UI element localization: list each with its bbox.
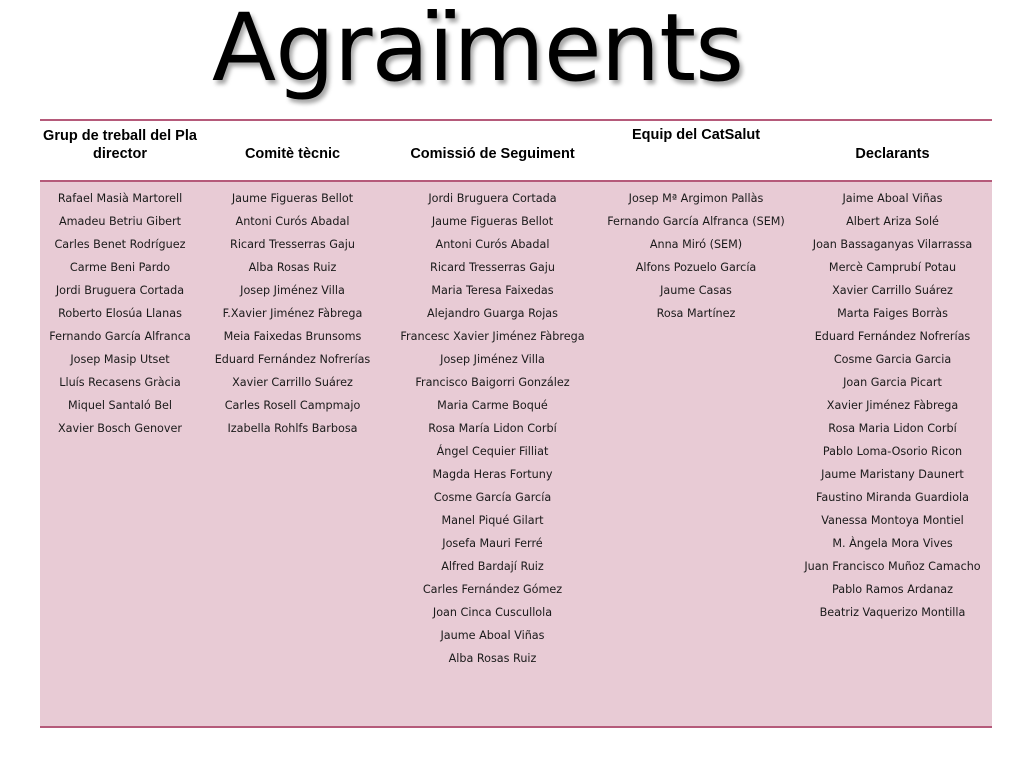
name-item: Xavier Carrillo Suárez xyxy=(832,284,953,297)
name-item: Francesc Xavier Jiménez Fàbrega xyxy=(400,330,585,343)
name-item: Faustino Miranda Guardiola xyxy=(815,491,970,504)
name-item: Ricard Tresserras Gaju xyxy=(230,238,355,251)
name-item: Manel Piqué Gilart xyxy=(441,514,544,527)
name-item: Xavier Carrillo Suárez xyxy=(232,376,353,389)
name-item: Francisco Baigorri González xyxy=(415,376,570,389)
header-comite-tecnic: Comitè tècnic xyxy=(244,146,341,162)
name-item: Jaume Casas xyxy=(660,284,732,297)
name-item: Fernando García Alfranca xyxy=(49,330,191,343)
name-item: Mercè Camprubí Potau xyxy=(828,261,957,274)
name-item: Roberto Elosúa Llanas xyxy=(58,307,182,320)
name-item: Rosa Maria Lidon Corbí xyxy=(828,422,957,435)
name-item: Antoni Curós Abadal xyxy=(235,215,350,228)
name-item: F.Xavier Jiménez Fàbrega xyxy=(222,307,363,320)
table-header-row xyxy=(40,121,992,180)
name-item: Maria Carme Boqué xyxy=(437,399,548,412)
name-item: M. Àngela Mora Vives xyxy=(832,537,953,550)
name-item: Meia Faixedas Brunsoms xyxy=(223,330,362,343)
name-item: Juan Francisco Muñoz Camacho xyxy=(804,560,981,573)
name-item: Jaume Maristany Daunert xyxy=(821,468,964,481)
name-item: Jaume Figueras Bellot xyxy=(431,215,554,228)
name-item: Josep Mª Argimon Pallàs xyxy=(628,192,764,205)
name-item: Rafael Masià Martorell xyxy=(57,192,183,205)
name-item: Josefa Mauri Ferré xyxy=(442,537,543,550)
name-item: Fernando García Alfranca (SEM) xyxy=(607,215,785,228)
name-item: Joan Garcia Picart xyxy=(843,376,942,389)
column-comite-tecnic xyxy=(205,187,380,440)
name-item: Marta Faiges Borràs xyxy=(837,307,948,320)
name-item: Beatriz Vaquerizo Montilla xyxy=(819,606,966,619)
name-item: Eduard Fernández Nofrerías xyxy=(814,330,971,343)
name-item: Ricard Tresserras Gaju xyxy=(430,261,555,274)
name-item: Alba Rosas Ruiz xyxy=(248,261,337,274)
name-item: Miquel Santaló Bel xyxy=(68,399,172,412)
name-item: Vanessa Montoya Montiel xyxy=(821,514,964,527)
name-item: Josep Jiménez Villa xyxy=(240,284,345,297)
name-item: Carles Benet Rodríguez xyxy=(54,238,186,251)
name-item: Cosme Garcia Garcia xyxy=(833,353,952,366)
name-item: Rosa Martínez xyxy=(656,307,736,320)
table-body xyxy=(40,182,992,726)
name-item: Jaime Aboal Viñas xyxy=(842,192,943,205)
header-grup-treball: Grup de treball del Pla director xyxy=(43,128,197,162)
name-item: Izabella Rohlfs Barbosa xyxy=(227,422,358,435)
name-item: Alba Rosas Ruiz xyxy=(448,652,537,665)
column-declarants xyxy=(795,187,990,624)
name-item: Pablo Loma-Osorio Ricon xyxy=(822,445,963,458)
name-item: Alfred Bardají Ruiz xyxy=(441,560,544,573)
header-comissio-seguiment: Comissió de Seguiment xyxy=(410,146,575,162)
name-item: Ángel Cequier Filliat xyxy=(436,445,549,458)
name-item: Jordi Bruguera Cortada xyxy=(428,192,557,205)
name-item: Anna Miró (SEM) xyxy=(649,238,743,251)
name-item: Alfons Pozuelo García xyxy=(635,261,757,274)
header-equip-catsalut: Equip del CatSalut xyxy=(631,127,761,143)
name-item: Alejandro Guarga Rojas xyxy=(427,307,558,320)
name-item: Magda Heras Fortuny xyxy=(432,468,553,481)
name-item: Josep Masip Utset xyxy=(70,353,170,366)
acknowledgements-table xyxy=(40,119,992,728)
name-item: Amadeu Betriu Gibert xyxy=(58,215,182,228)
name-item: Jordi Bruguera Cortada xyxy=(55,284,185,297)
column-grup-treball xyxy=(40,187,200,440)
name-item: Cosme García García xyxy=(433,491,552,504)
name-item: Lluís Recasens Gràcia xyxy=(59,376,181,389)
page-title: Agraïments xyxy=(211,0,744,103)
name-item: Joan Cinca Cuscullola xyxy=(432,606,553,619)
name-item: Pablo Ramos Ardanaz xyxy=(831,583,954,596)
name-item: Carles Fernández Gómez xyxy=(422,583,563,596)
name-item: Jaume Figueras Bellot xyxy=(231,192,354,205)
name-item: Maria Teresa Faixedas xyxy=(431,284,554,297)
table-bottom-rule xyxy=(40,726,992,728)
name-item: Xavier Jiménez Fàbrega xyxy=(826,399,959,412)
name-item: Carme Beni Pardo xyxy=(69,261,171,274)
name-item: Josep Jiménez Villa xyxy=(440,353,545,366)
name-item: Eduard Fernández Nofrerías xyxy=(214,353,371,366)
name-item: Albert Ariza Solé xyxy=(846,215,939,228)
column-comissio-seguiment xyxy=(395,187,590,670)
header-declarants: Declarants xyxy=(855,146,930,162)
name-item: Joan Bassaganyas Vilarrassa xyxy=(812,238,973,251)
name-item: Jaume Aboal Viñas xyxy=(440,629,545,642)
name-item: Rosa María Lidon Corbí xyxy=(428,422,557,435)
column-equip-catsalut xyxy=(600,187,792,325)
name-item: Xavier Bosch Genover xyxy=(57,422,183,435)
name-item: Carles Rosell Campmajo xyxy=(224,399,361,412)
name-item: Antoni Curós Abadal xyxy=(435,238,550,251)
